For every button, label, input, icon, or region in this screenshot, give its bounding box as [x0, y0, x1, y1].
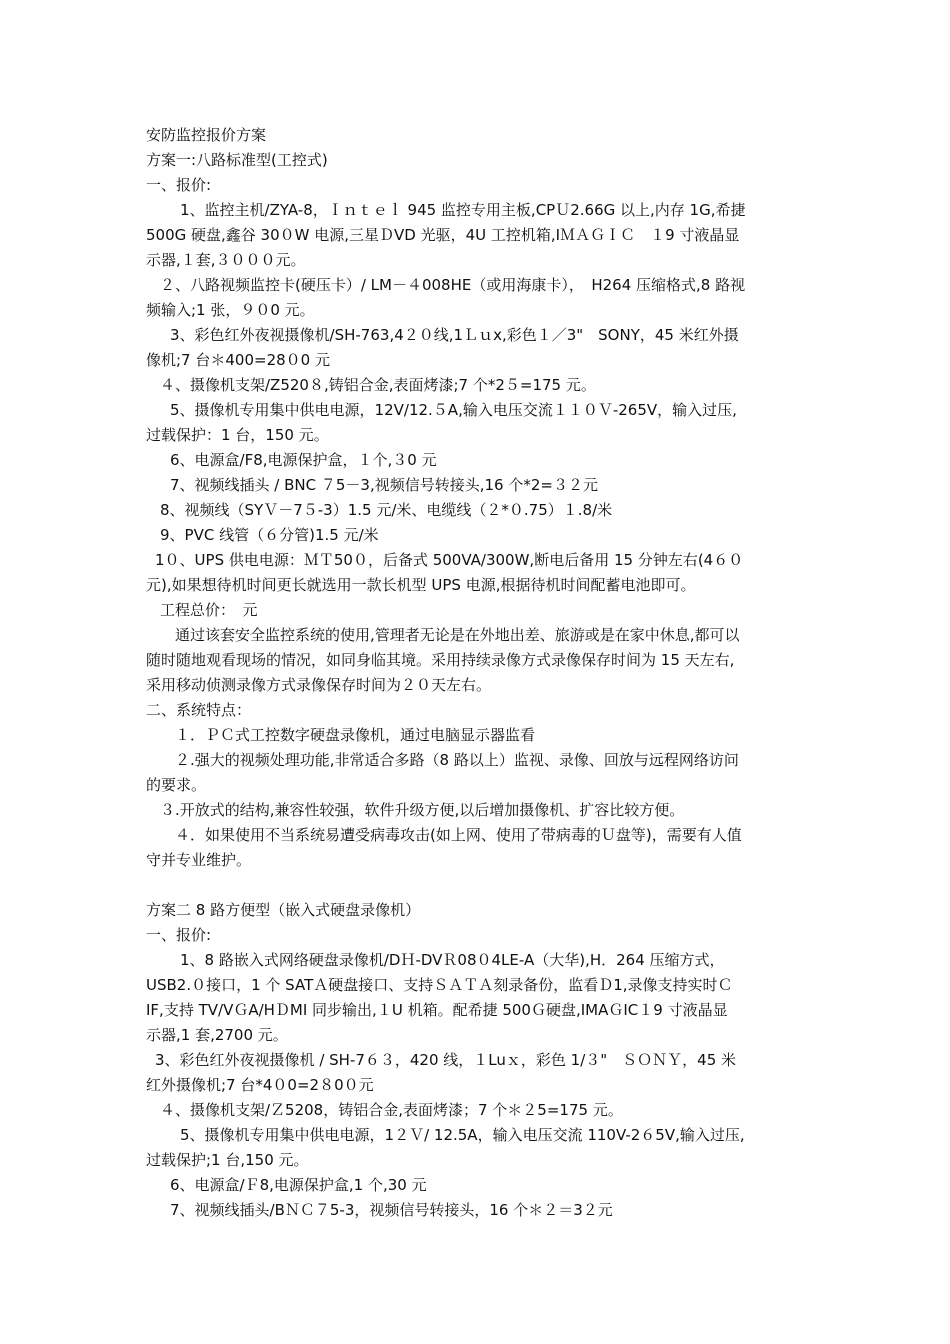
- plan1-item8: 8、视频线（SYＶ－7５-3）1.5 元/米、电缆线（２*０.75）１.8/米: [160, 501, 613, 519]
- plan1-item2-line2: 频输入;1 张，９０0 元。: [146, 301, 315, 319]
- plan1-paragraph-line1: 通过该套安全监控系统的使用,管理者无论是在外地出差、旅游或是在家中休息,都可以: [175, 626, 740, 644]
- plan1-item5-line2: 过载保护：1 台，150 元。: [146, 426, 329, 444]
- plan1-heading: 方案一:八路标准型(工控式): [146, 151, 328, 169]
- plan1-item10-line2: 元),如果想待机时间更长就选用一款长机型 UPS 电源,根据待机时间配蓄电池即可。: [146, 576, 696, 594]
- plan1-feature4-line1: ４．如果使用不当系统易遭受病毒攻击(如上网、使用了带病毒的Ｕ盘等)，需要有人值: [175, 826, 742, 844]
- plan2-item1-line2: USB2.０接口，1 个 SATＡ硬盘接口、支持ＳＡＴＡ刻录备份，监看Ｄ1,录像支持实时Ｃ: [146, 976, 733, 994]
- plan1-paragraph-line3: 采用移动侦测录像方式录像保存时间为２０天左右。: [146, 676, 492, 694]
- plan2-item1-line3: IF,支持 TV/VＧA/HＤMI 同步输出,１U 机箱。配希捷 500Ｇ硬盘,IMAＧIC１9 寸液晶显: [146, 1001, 728, 1019]
- plan1-item5-line1: 5、摄像机专用集中供电电源，12V/12.５A,输入电压交流１１０Ｖ-265V，输入过压,: [170, 401, 737, 419]
- plan2-item1-line4: 示器,1 套,2700 元。: [146, 1026, 288, 1044]
- plan1-paragraph-line2: 随时随地观看现场的情况，如同身临其境。采用持续录像方式录像保存时间为 15 天左右,: [146, 651, 735, 669]
- plan1-item10-line1: 1０、UPS 供电电源：ＭＴ50０，后备式 500VA/300W,断电后备用 15 分钟左右(4６０: [155, 551, 744, 569]
- plan1-item1-line3: 示器,１套,３０００元。: [146, 251, 306, 269]
- plan1-item1-line1: 1、监控主机/ZYA-8，Ｉｎｔｅｌ 945 监控专用主板,CPＵ2.66G 以上,内存 1G,希捷: [180, 201, 746, 219]
- plan1-feature1: １．ＰＣ式工控数字硬盘录像机，通过电脑显示器监看: [175, 726, 536, 744]
- plan1-item3-line1: 3、彩色红外夜视摄像机/SH-763,4２０线,1Ｌｕx,彩色１／3" SONY，45 米红外摄: [170, 326, 739, 344]
- plan2-item4: ４、摄像机支架/Ｚ5208，铸铝合金,表面烤漆；7 个＊２5=175 元。: [160, 1101, 623, 1119]
- plan2-quote-heading: 一、报价:: [146, 926, 212, 944]
- plan1-item6: 6、电源盒/F8,电源保护盒，１个,３0 元: [170, 451, 437, 469]
- plan2-item1-line1: 1、8 路嵌入式网络硬盘录像机/DＨ-DVＲ08０4LE-A（大华),H．264 压缩方式，: [180, 951, 725, 969]
- plan1-feature3: ３.开放式的结构,兼容性较强，软件升级方便,以后增加摄像机、扩容比较方便。: [160, 801, 685, 819]
- plan1-item1-line2: 500G 硬盘,鑫谷 30０W 电源,三星ＤVD 光驱，4U 工控机箱,IＭＡＧＩＣ １9 寸液晶显: [146, 226, 740, 244]
- plan1-feature2-line2: 的要求。: [146, 776, 207, 794]
- plan2-item7: 7、视频线插头/BＮＣ７5-3，视频信号转接头，16 个＊２＝3２元: [170, 1201, 613, 1219]
- plan2-item6: 6、电源盒/Ｆ8,电源保护盒,1 个,30 元: [170, 1176, 427, 1194]
- plan1-feature2-line1: ２.强大的视频处理功能,非常适合多路（8 路以上）监视、录像、回放与远程网络访问: [175, 751, 739, 769]
- plan1-item3-line2: 像机;7 台＊400=28０0 元: [146, 351, 330, 369]
- plan1-item7: 7、视频线插头 / BNC ７5－3,视频信号转接头,16 个*2=３２元: [170, 476, 598, 494]
- document-title: 安防监控报价方案: [146, 126, 267, 144]
- plan2-item5-line2: 过载保护;1 台,150 元。: [146, 1151, 309, 1169]
- plan2-heading: 方案二 8 路方便型（嵌入式硬盘录像机）: [146, 901, 421, 919]
- plan1-item2-line1: ２、八路视频监控卡(硬压卡）/ LM－４008HE（或用海康卡）， H264 压缩格式,8 路视: [160, 276, 746, 294]
- plan1-features-heading: 二、系统特点：: [146, 701, 252, 719]
- plan1-feature4-line2: 守并专业维护。: [146, 851, 252, 869]
- plan1-item9: 9、PVC 线管（６分管)1.5 元/米: [160, 526, 379, 544]
- plan1-quote-heading: 一、报价:: [146, 176, 212, 194]
- plan2-item3-line1: 3、彩色红外夜视摄像机 / SH-7６３，420 线，１Luｘ，彩色 1/３" ＳＯＮＹ，45 米: [155, 1051, 737, 1069]
- plan1-total-price: 工程总价： 元: [160, 601, 258, 619]
- plan2-item5-line1: 5、摄像机专用集中供电电源，1２Ｖ/ 12.5A，输入电压交流 110V-2６5V,输入过压,: [180, 1126, 745, 1144]
- plan1-item4: ４、摄像机支架/Z520８,铸铝合金,表面烤漆;7 个*2５=175 元。: [160, 376, 596, 394]
- plan2-item3-line2: 红外摄像机;7 台*4０0=2８0０元: [146, 1076, 374, 1094]
